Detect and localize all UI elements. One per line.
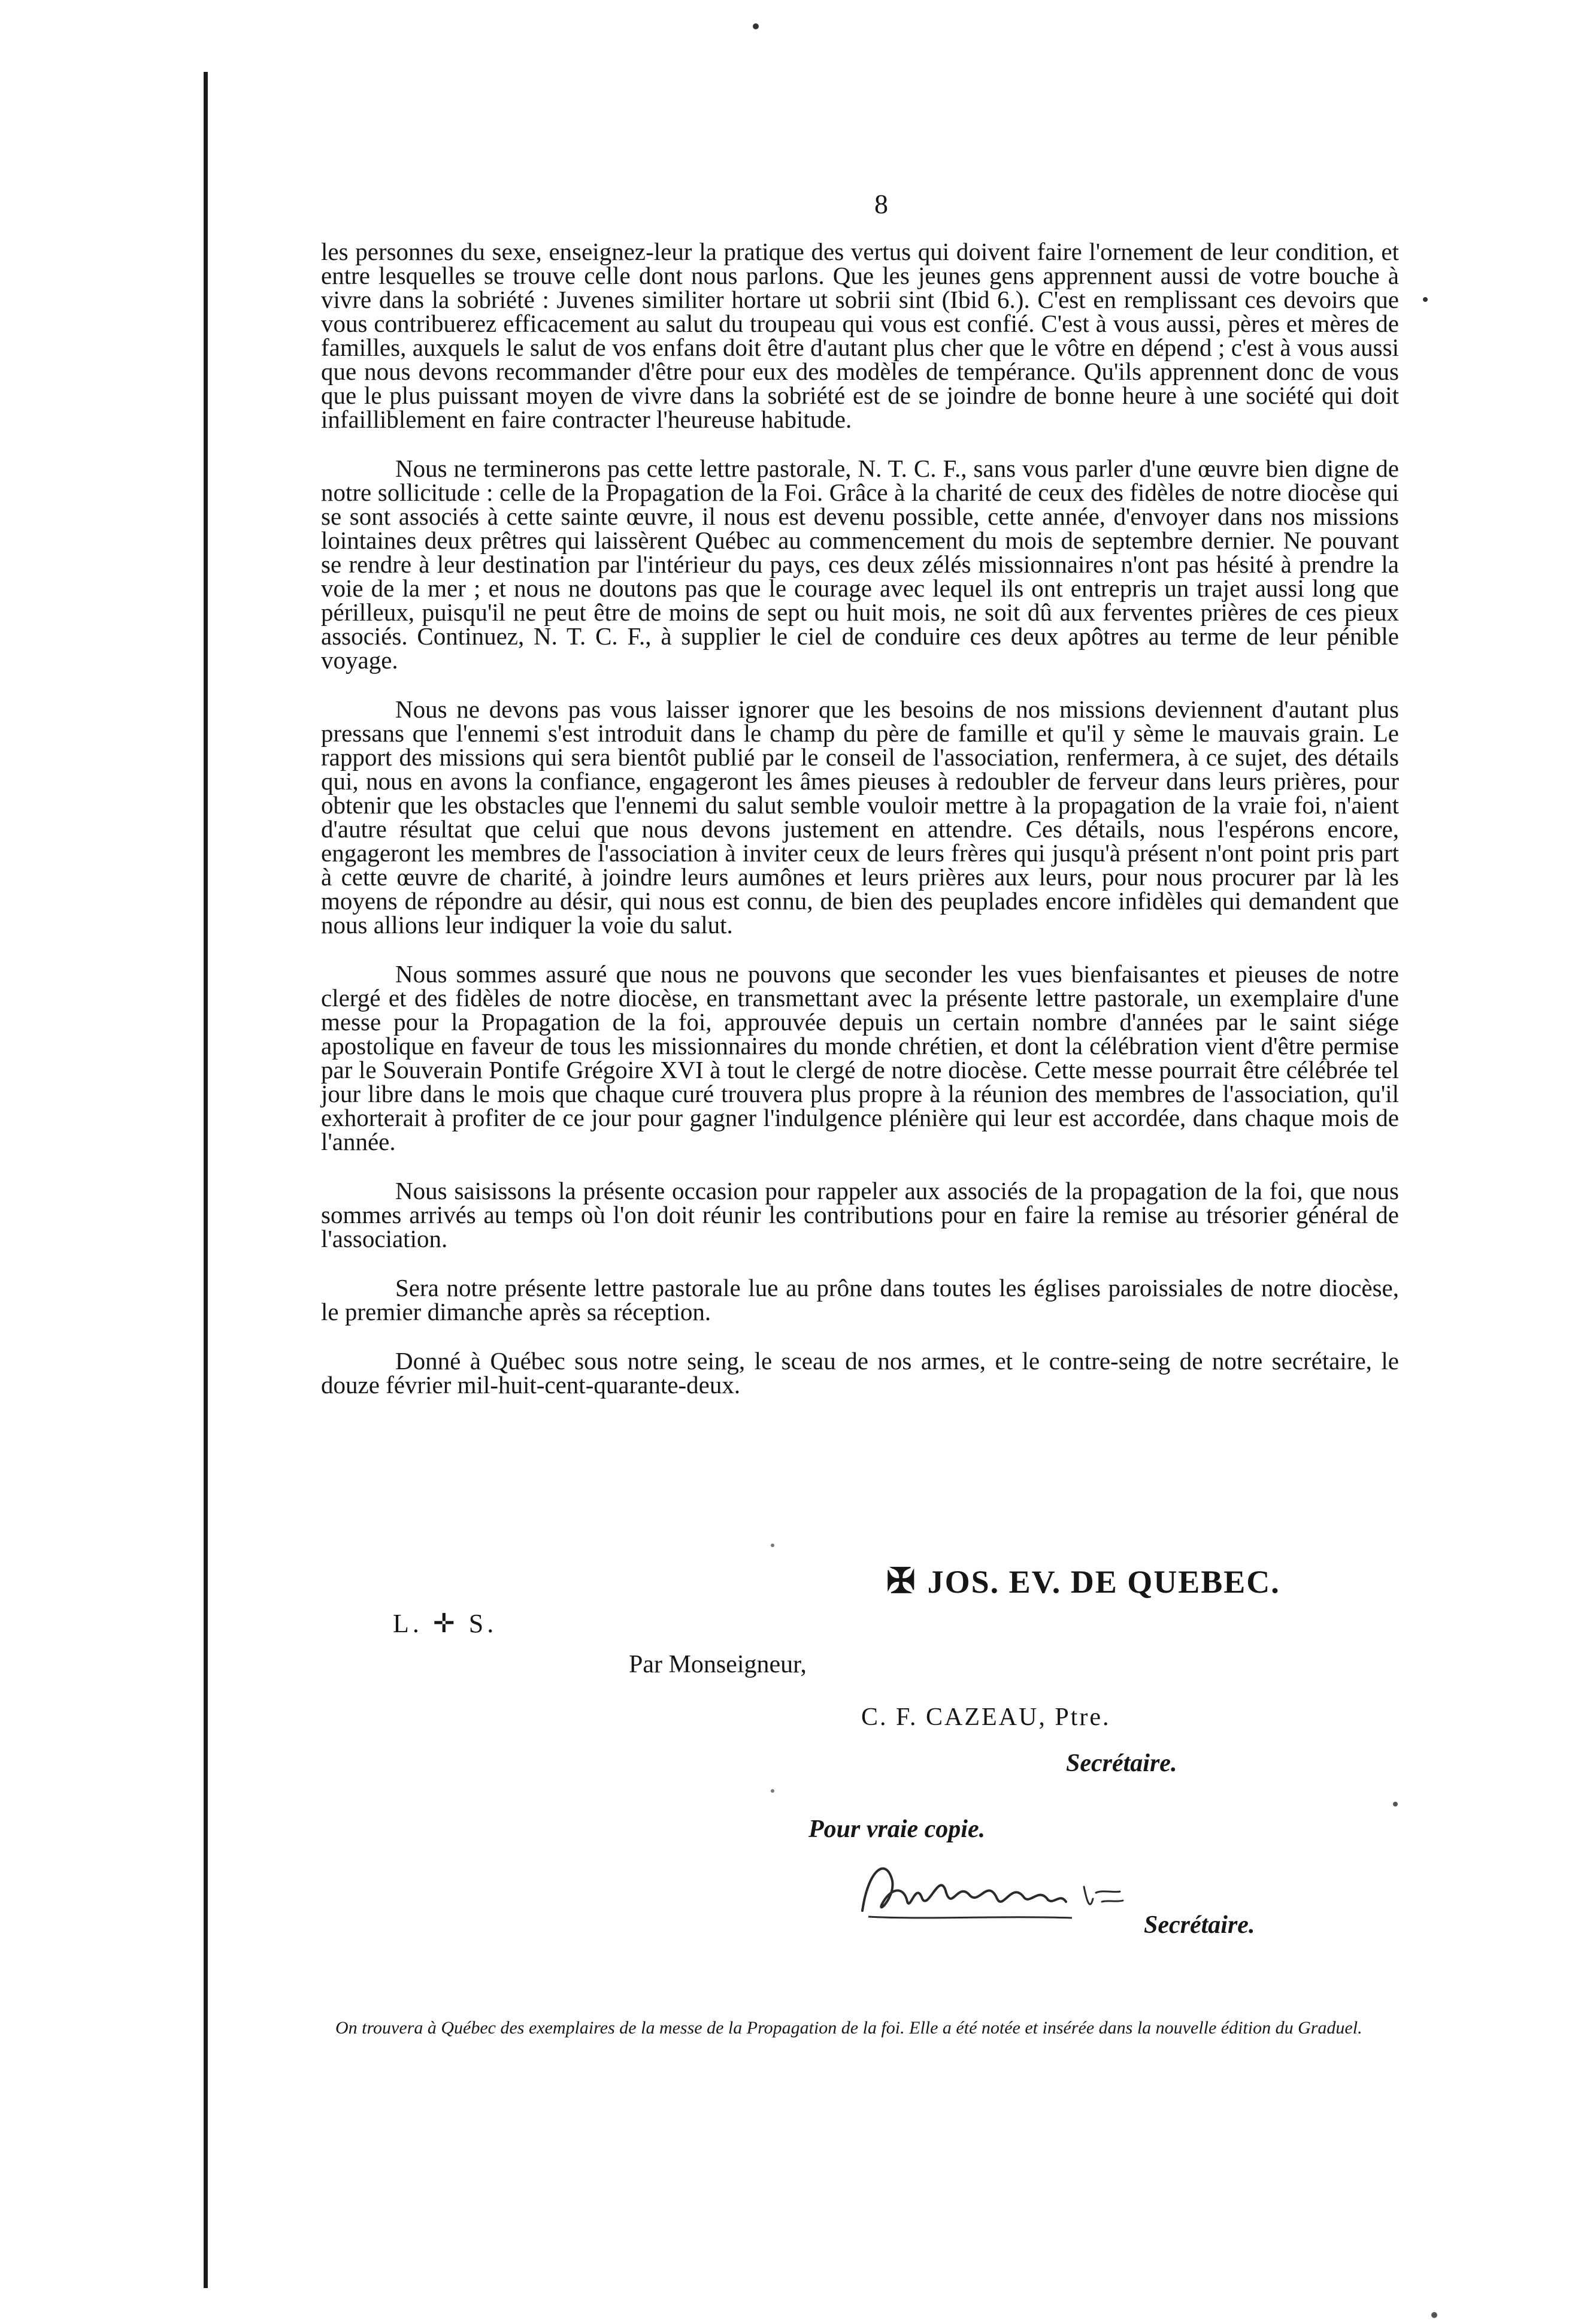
paragraph: les personnes du sexe, enseignez-leur la pratique des vertus qui doivent faire l'ornement de leur condition, et entre lesquelles se trouve celle dont nous parlons. Que les jeunes gens apprennent aussi de votre bouche à vivre dans la sobriété : Juvenes similiter hortare ut sobrii sint (Ibid 6.). C'est en remplissant ces devoirs que vous contribuerez efficacement au salut du troupeau qui vous est confié. C'est à vous aussi, pères et mères de familles, auxquels le salut de vos enfans doit être d'autant plus cher que le vôtre en dépend ; c'est à vous aussi que nous devons recommander d'être pour eux des modèles de tempérance. Qu'ils apprennent donc de vous que le plus puissant moyen de vivre dans la sobriété est de se joindre de bonne heure à une société qui doit infailliblement en faire contracter l'heureuse habitude.: [321, 238, 1399, 433]
by-monseigneur: Par Monseigneur,: [629, 1651, 807, 1678]
seal-mark: L. ✛ S.: [393, 1609, 498, 1638]
paragraph: Nous ne devons pas vous laisser ignorer que les besoins de nos missions deviennent d'autant plus pressans que l'ennemi s'est introduit dans le champ du père de famille et qu'il y sème le mauvais grain. Le rapport des missions qui sera bientôt publié par le conseil de l'association, renfermera, à ce sujet, des détails qui, nous en avons la confiance, engageront les âmes pieuses à redoubler de ferveur dans leurs prières, pour obtenir que les obstacles que l'ennemi du salut semble vouloir mettre à la propagation de la vraie foi, n'aient d'autre résultat que celui que nous devons justement en attendre. Ces détails, nous l'espérons encore, engageront les membres de l'association à inviter ceux de leurs frères qui jusqu'à présent n'ont point pris part à cette œuvre de charité, à joindre leurs aumônes et leurs prières aux leurs, pour nous procurer par là les moyens de répondre au désir, qui nous est connu, de bien des peuplades encore infidèles qui demandent que nous allions leur indiquer la voie du salut.: [321, 695, 1399, 939]
footnote: On trouvera à Québec des exemplaires de la messe de la Propagation de la foi. Elle a été notée et insérée dans la nouvelle édition du Graduel.: [335, 2018, 1362, 2038]
paragraph: Nous sommes assuré que nous ne pouvons que seconder les vues bienfaisantes et pieuses de notre clergé et des fidèles de notre diocèse, en transmettant avec la présente lettre pastorale, un exemplaire d'une messe pour la Propagation de la foi, approuvée depuis un certain nombre d'années par le saint siége apostolique en faveur de tous les missionnaires du monde chrétien, et dont la célébration vient d'être permise par le Souverain Pontife Grégoire XVI à tout le clergé de notre diocèse. Cette messe pourrait être célébrée tel jour libre dans le mois que chaque curé trouvera plus propre à la réunion des membres de l'association, qu'il exhorterait à profiter de ce jour pour gagner l'indulgence plénière qui leur est accordée, dans chaque mois de l'année.: [321, 960, 1399, 1155]
maltese-cross-icon: ✠: [886, 1562, 917, 1600]
paragraph: Nous saisissons la présente occasion pour rappeler aux associés de la propagation de la foi, que nous sommes arrivés au temps où l'on doit réunir les contributions pour en faire la remise au trésorier général de l'association.: [321, 1177, 1399, 1252]
page-number: 8: [874, 189, 888, 219]
secretary-title: Secrétaire.: [1066, 1750, 1177, 1777]
paragraph: Nous ne terminerons pas cette lettre pastorale, N. T. C. F., sans vous parler d'une œuvre bien digne de notre sollicitude : celle de la Propagation de la Foi. Grâce à la charité de ceux des fidèles de notre diocèse qui se sont associés à cette sainte œuvre, il nous est devenu possible, cette année, d'envoyer dans nos missions lointaines deux prêtres qui laissèrent Québec au commencement du mois de septembre dernier. Ne pouvant se rendre à leur destination par l'intérieur du pays, ces deux zélés missionnaires n'ont pas hésité à prendre la voie de la mer ; et nous ne doutons pas que le courage avec lequel ils ont entrepris un trajet aussi long que périlleux, puisqu'il ne peut être de moins de sept ou huit mois, ne soit dû aux ferventes prières de ces pieux associés. Continuez, N. T. C. F., à supplier le ciel de conduire ces deux apôtres au terme de leur pénible voyage.: [321, 455, 1399, 674]
secretary-name: C. F. CAZEAU, Ptre.: [861, 1703, 1111, 1731]
true-copy-label: Pour vraie copie.: [808, 1815, 986, 1843]
paragraph: Donné à Québec sous notre seing, le sceau de nos armes, et le contre-seing de notre secrétaire, le douze février mil-huit-cent-quarante-deux.: [321, 1347, 1399, 1399]
paragraph: Sera notre présente lettre pastorale lue au prône dans toutes les églises paroissiales de notre diocèse, le premier dimanche après sa réception.: [321, 1274, 1399, 1326]
secretary-title-2: Secrétaire.: [1144, 1911, 1255, 1939]
bishop-name: JOS. EV. DE QUEBEC.: [927, 1564, 1280, 1600]
